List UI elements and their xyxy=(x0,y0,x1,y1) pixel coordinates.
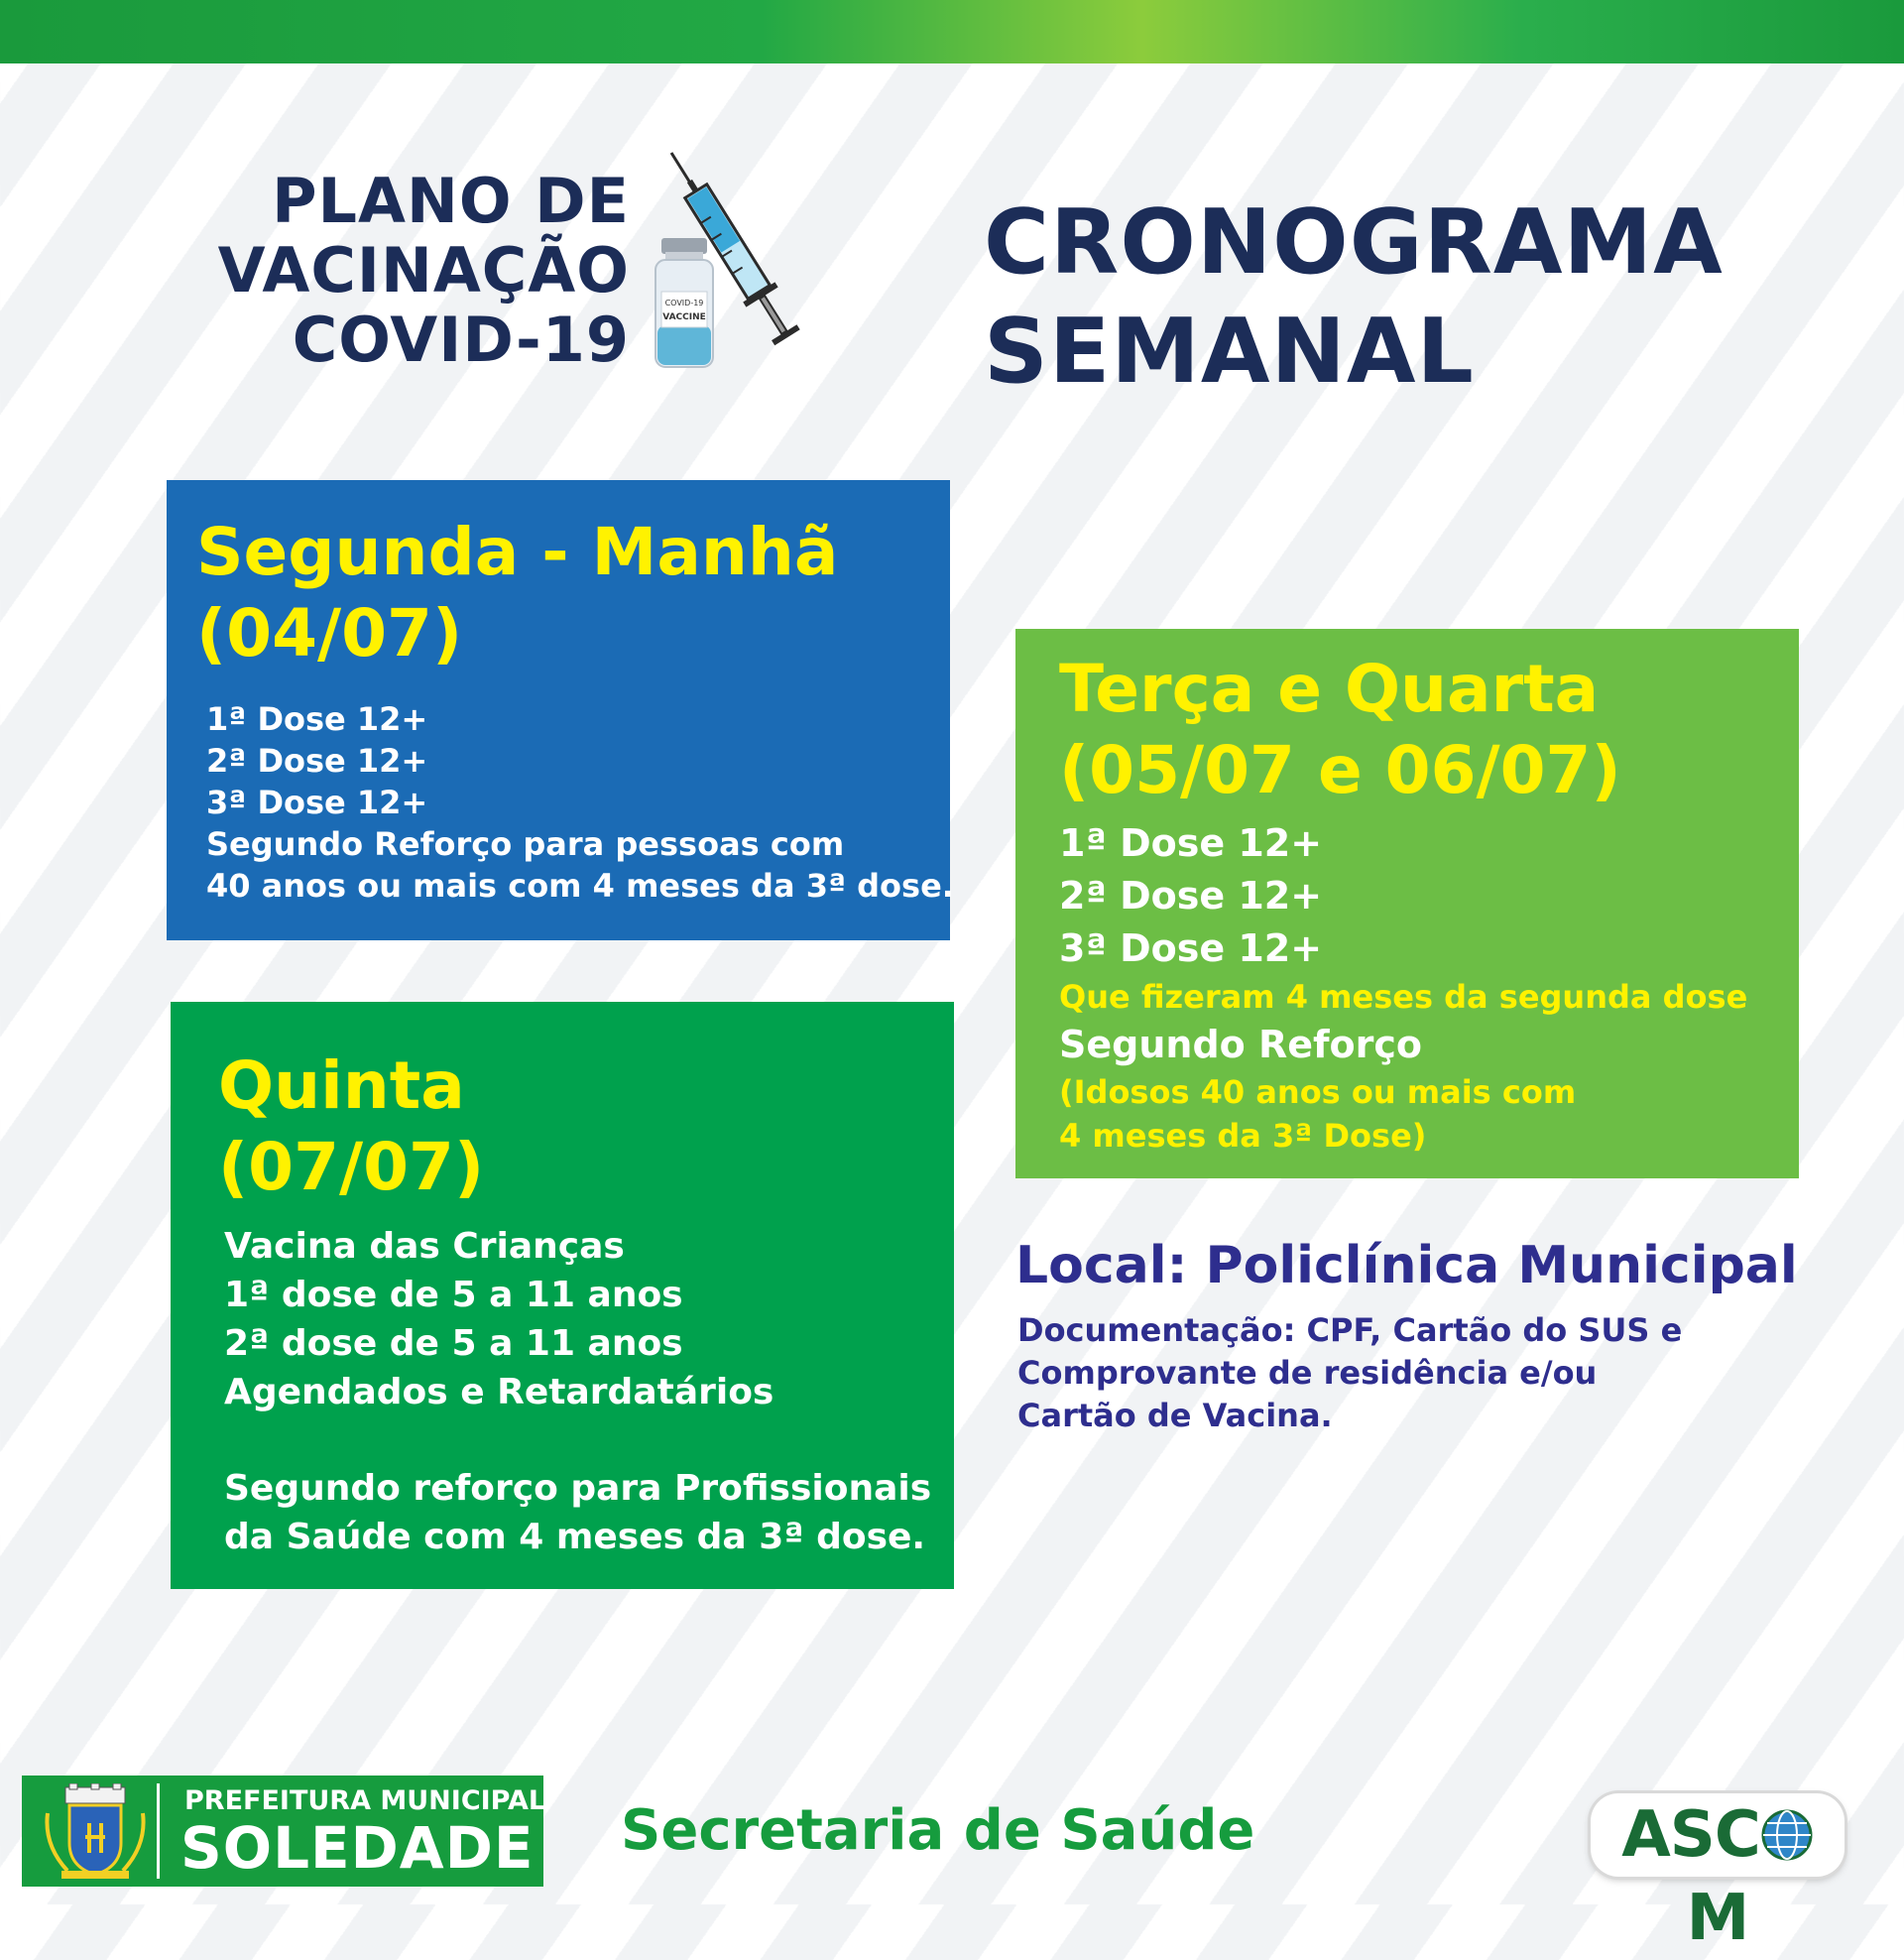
location-title: Local: Policlínica Municipal xyxy=(1015,1236,1798,1295)
vial-label-line-2: VACCINE xyxy=(662,312,706,322)
card-tuewed-booster-detail: 4 meses da 3ª Dose) xyxy=(1059,1117,1427,1155)
card-thursday-date: (07/07) xyxy=(218,1129,485,1205)
card-thursday-day: Quinta xyxy=(218,1047,465,1124)
card-monday-day: Segunda - Manhã xyxy=(196,514,839,590)
card-thursday-line: Agendados e Retardatários xyxy=(224,1372,774,1412)
card-thursday-spacer xyxy=(224,1416,954,1464)
card-tuewed-booster: Segundo Reforço xyxy=(1059,1023,1423,1066)
card-monday-date: (04/07) xyxy=(196,595,463,672)
plan-title-line-1: PLANO DE xyxy=(272,165,630,237)
card-monday-heading xyxy=(196,512,950,674)
location-docs-line: Documentação: CPF, Cartão do SUS e xyxy=(1017,1311,1683,1349)
vaccine-illustration xyxy=(650,149,848,377)
card-tuewed-heading xyxy=(1059,649,1799,811)
card-thursday-booster-line: da Saúde com 4 meses da 3ª dose. xyxy=(224,1517,926,1557)
card-monday-line: 40 anos ou mais com 4 meses da 3ª dose. xyxy=(206,867,954,905)
department-name: Secretaria de Saúde xyxy=(621,1798,1255,1863)
schedule-title-line-1: CRONOGRAMA xyxy=(984,190,1724,295)
location-docs-line: Comprovante de residência e/ou xyxy=(1017,1354,1598,1392)
card-monday xyxy=(167,480,954,940)
globe-icon xyxy=(1760,1808,1814,1862)
municipality-logo xyxy=(22,1776,546,1887)
municipality-name: SOLEDADE xyxy=(180,1814,535,1882)
card-tuewed-dose: 2ª Dose 12+ xyxy=(1059,874,1323,918)
card-tuewed-note: Que fizeram 4 meses da segunda dose xyxy=(1059,978,1748,1016)
card-tuewed-dose: 1ª Dose 12+ xyxy=(1059,821,1323,865)
schedule-title-line-2: SEMANAL xyxy=(984,300,1475,404)
plan-title-line-2: VACINAÇÃO xyxy=(217,234,630,306)
card-tuewed-day: Terça e Quarta xyxy=(1059,651,1600,727)
vial-label-line-1: COVID-19 xyxy=(664,299,704,307)
card-thursday xyxy=(171,1002,954,1589)
plan-title-line-3: COVID-19 xyxy=(292,304,630,376)
card-tuewed-body xyxy=(1059,817,1799,1158)
card-monday-body xyxy=(196,698,954,907)
card-tuesday-wednesday xyxy=(1015,629,1799,1178)
plan-title xyxy=(193,167,630,375)
card-monday-line: 3ª Dose 12+ xyxy=(206,784,428,821)
schedule-title xyxy=(984,188,1724,407)
top-banner-bar xyxy=(0,0,1904,63)
card-monday-line: 2ª Dose 12+ xyxy=(206,742,428,780)
location-docs-line: Cartão de Vacina. xyxy=(1017,1397,1333,1434)
vaccine-vial-icon xyxy=(655,238,713,367)
card-thursday-line: Vacina das Crianças xyxy=(224,1226,625,1267)
ascom-logo xyxy=(1591,1793,1844,1955)
card-tuewed-booster-detail: (Idosos 40 anos ou mais com xyxy=(1059,1073,1577,1111)
logo-divider xyxy=(157,1783,160,1879)
card-tuewed-dose: 3ª Dose 12+ xyxy=(1059,926,1323,970)
card-thursday-line: 2ª dose de 5 a 11 anos xyxy=(224,1323,683,1364)
ascom-text-left: ASC xyxy=(1621,1798,1760,1872)
card-thursday-body xyxy=(218,1222,954,1561)
card-thursday-line: 1ª dose de 5 a 11 anos xyxy=(224,1275,683,1315)
ascom-text-right: M xyxy=(1686,1882,1749,1955)
location-docs xyxy=(1017,1309,1682,1437)
card-monday-line: Segundo Reforço para pessoas com xyxy=(206,825,845,863)
card-thursday-heading xyxy=(218,1045,954,1208)
card-monday-line: 1ª Dose 12+ xyxy=(206,700,428,738)
card-thursday-booster-line: Segundo reforço para Profissionais xyxy=(224,1468,932,1509)
municipality-label: PREFEITURA MUNICIPAL xyxy=(184,1785,546,1816)
card-tuewed-date: (05/07 e 06/07) xyxy=(1059,732,1621,808)
municipal-crest-icon xyxy=(42,1783,149,1881)
